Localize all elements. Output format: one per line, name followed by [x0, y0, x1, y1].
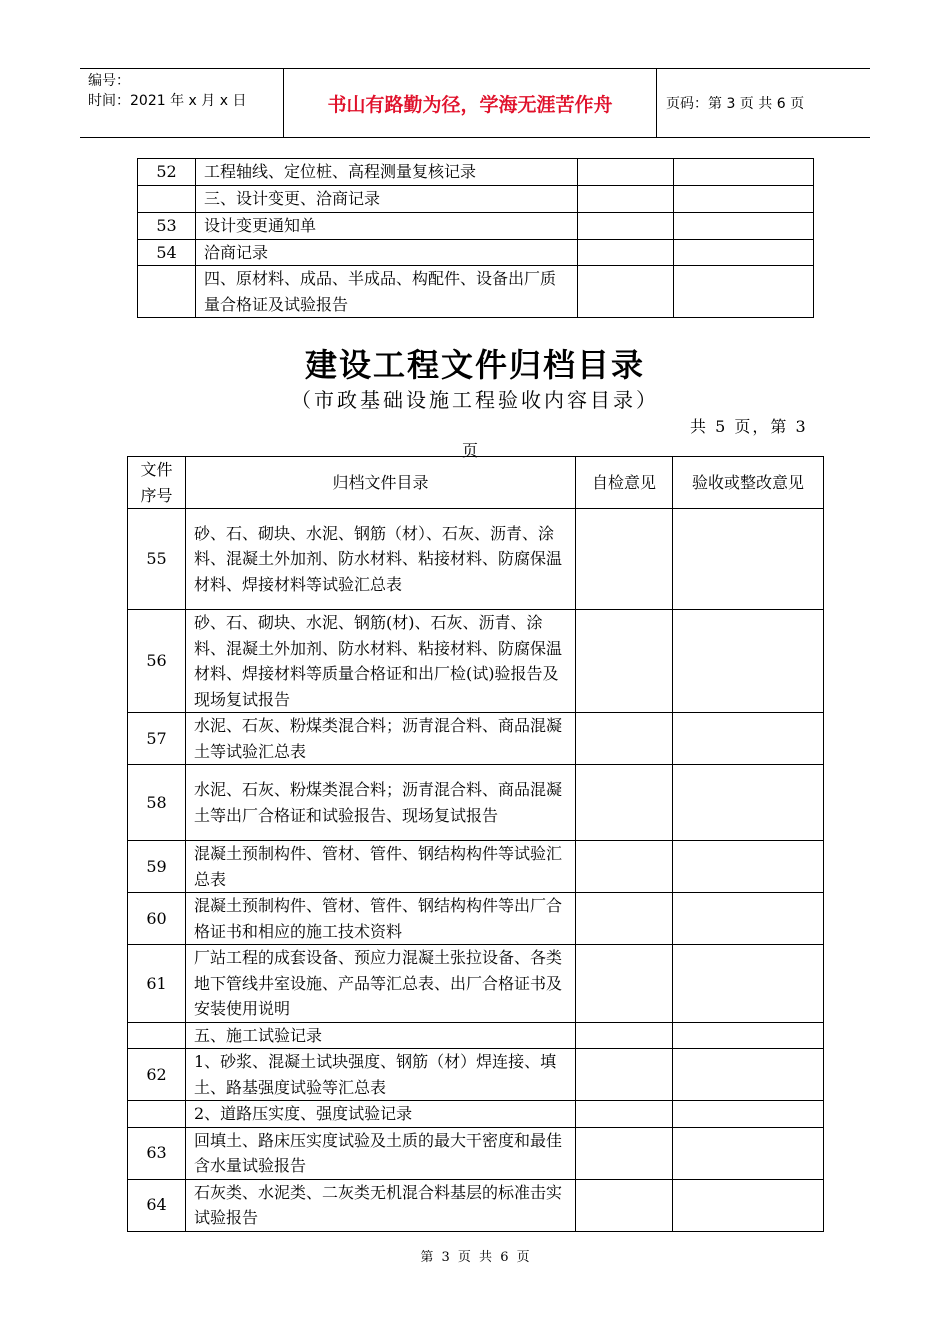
self-check-cell: [576, 509, 673, 610]
row-text: 砂、石、砌块、水泥、钢筋(材)、石灰、沥青、涂料、混凝土外加剂、防水材料、粘接材料、防腐保温材料、焊接材料等质量合格证和出厂检(试)验报告及现场复试报告: [186, 610, 576, 713]
row-number: [138, 186, 196, 213]
row-text: 厂站工程的成套设备、预应力混凝土张拉设备、各类地下管线井室设施、产品等汇总表、出厂合格证书及安装使用说明: [186, 945, 576, 1023]
table-row: [138, 239, 814, 266]
self-check-cell: [578, 212, 674, 239]
row-text: 1、砂浆、混凝土试块强度、钢筋（材）焊连接、填土、路基强度试验等汇总表: [186, 1049, 576, 1101]
self-check-cell: [576, 1101, 673, 1128]
row-number: 61: [128, 945, 186, 1023]
acceptance-cell: [673, 893, 824, 945]
acceptance-cell: [673, 1127, 824, 1179]
acceptance-cell: [674, 239, 814, 266]
row-text: 石灰类、水泥类、二灰类无机混合料基层的标准击实试验报告: [186, 1179, 576, 1231]
page-info: 共 5 页，第 3: [690, 417, 808, 436]
page-footer: 第 3 页 共 6 页: [420, 1250, 530, 1265]
row-text: 水泥、石灰、粉煤类混合料；沥青混合料、商品混凝土等出厂合格证和试验报告、现场复试报告: [186, 765, 576, 841]
time-label: 时间：2021 年 x 月 x 日: [88, 93, 247, 109]
table-row: [128, 509, 824, 610]
row-number: 57: [128, 713, 186, 765]
row-number: 59: [128, 841, 186, 893]
row-number: [138, 266, 196, 318]
header-catalog: 归档文件目录: [186, 457, 576, 509]
acceptance-cell: [674, 212, 814, 239]
table-row: [128, 1049, 824, 1101]
self-check-cell: [576, 1022, 673, 1049]
self-check-cell: [576, 765, 673, 841]
acceptance-cell: [673, 713, 824, 765]
row-text: 工程轴线、定位桩、高程测量复核记录: [196, 159, 578, 186]
row-text: 混凝土预制构件、管材、管件、钢结构构件等出厂合格证书和相应的施工技术资料: [186, 893, 576, 945]
self-check-cell: [576, 1049, 673, 1101]
row-number: 60: [128, 893, 186, 945]
table-row: [128, 893, 824, 945]
table-row: [138, 266, 814, 318]
table-row: [128, 841, 824, 893]
self-check-cell: [578, 186, 674, 213]
acceptance-cell: [673, 1101, 824, 1128]
row-text: 四、原材料、成品、半成品、构配件、设备出厂质量合格证及试验报告: [196, 266, 578, 318]
acceptance-cell: [673, 1049, 824, 1101]
acceptance-cell: [674, 159, 814, 186]
table-row: [128, 945, 824, 1023]
table-row: [128, 610, 824, 713]
row-number: 62: [128, 1049, 186, 1101]
table-row: [138, 186, 814, 213]
self-check-cell: [578, 159, 674, 186]
row-number: 56: [128, 610, 186, 713]
acceptance-cell: [674, 266, 814, 318]
header-row: [128, 457, 824, 509]
row-number: 52: [138, 159, 196, 186]
row-number: 58: [128, 765, 186, 841]
table-row: [128, 765, 824, 841]
self-check-cell: [576, 945, 673, 1023]
table-row: [128, 1022, 824, 1049]
acceptance-cell: [673, 1179, 824, 1231]
table-row: [128, 1127, 824, 1179]
self-check-cell: [576, 713, 673, 765]
row-number: [128, 1022, 186, 1049]
row-text: 2、道路压实度、强度试验记录: [186, 1101, 576, 1128]
table-row: [128, 713, 824, 765]
header-self-check: 自检意见: [576, 457, 673, 509]
table-row: [138, 212, 814, 239]
document-title: 建设工程文件归档目录: [304, 346, 645, 384]
self-check-cell: [578, 266, 674, 318]
row-number: [128, 1101, 186, 1128]
header-file-number: 文件序号: [128, 457, 186, 509]
acceptance-cell: [673, 610, 824, 713]
row-number: 53: [138, 212, 196, 239]
row-text: 水泥、石灰、粉煤类混合料；沥青混合料、商品混凝土等试验汇总表: [186, 713, 576, 765]
page-info-continued: 页: [462, 441, 479, 460]
row-text: 洽商记录: [196, 239, 578, 266]
acceptance-cell: [674, 186, 814, 213]
self-check-cell: [576, 841, 673, 893]
header-page-label: 页码：第 3 页 共 6 页: [666, 96, 805, 112]
acceptance-cell: [673, 509, 824, 610]
acceptance-cell: [673, 945, 824, 1023]
row-text: 砂、石、砌块、水泥、钢筋（材）、石灰、沥青、涂料、混凝土外加剂、防水材料、粘接材料、防腐保温材料、焊接材料等试验汇总表: [186, 509, 576, 610]
document-subtitle: （市政基础设施工程验收内容目录）: [291, 388, 659, 412]
page-header: [80, 68, 870, 138]
self-check-cell: [578, 239, 674, 266]
header-meta: [80, 69, 283, 137]
self-check-cell: [576, 610, 673, 713]
header-motto: 书山有路勤为径，学海无涯苦作舟: [283, 69, 657, 137]
row-text: 设计变更通知单: [196, 212, 578, 239]
row-text: 三、设计变更、洽商记录: [196, 186, 578, 213]
header-acceptance: 验收或整改意见: [673, 457, 824, 509]
table-row: [138, 159, 814, 186]
code-label: 编号：: [88, 73, 130, 89]
self-check-cell: [576, 1127, 673, 1179]
acceptance-cell: [673, 1022, 824, 1049]
row-number: 54: [138, 239, 196, 266]
row-number: 63: [128, 1127, 186, 1179]
row-text: 回填土、路床压实度试验及土质的最大干密度和最佳含水量试验报告: [186, 1127, 576, 1179]
row-number: 55: [128, 509, 186, 610]
row-text: 混凝土预制构件、管材、管件、钢结构构件等试验汇总表: [186, 841, 576, 893]
acceptance-cell: [673, 841, 824, 893]
table-row: [128, 1101, 824, 1128]
self-check-cell: [576, 1179, 673, 1231]
main-table: [127, 456, 824, 1232]
table-row: [128, 1179, 824, 1231]
row-number: 64: [128, 1179, 186, 1231]
self-check-cell: [576, 893, 673, 945]
acceptance-cell: [673, 765, 824, 841]
row-text: 五、施工试验记录: [186, 1022, 576, 1049]
top-table: [137, 158, 814, 318]
